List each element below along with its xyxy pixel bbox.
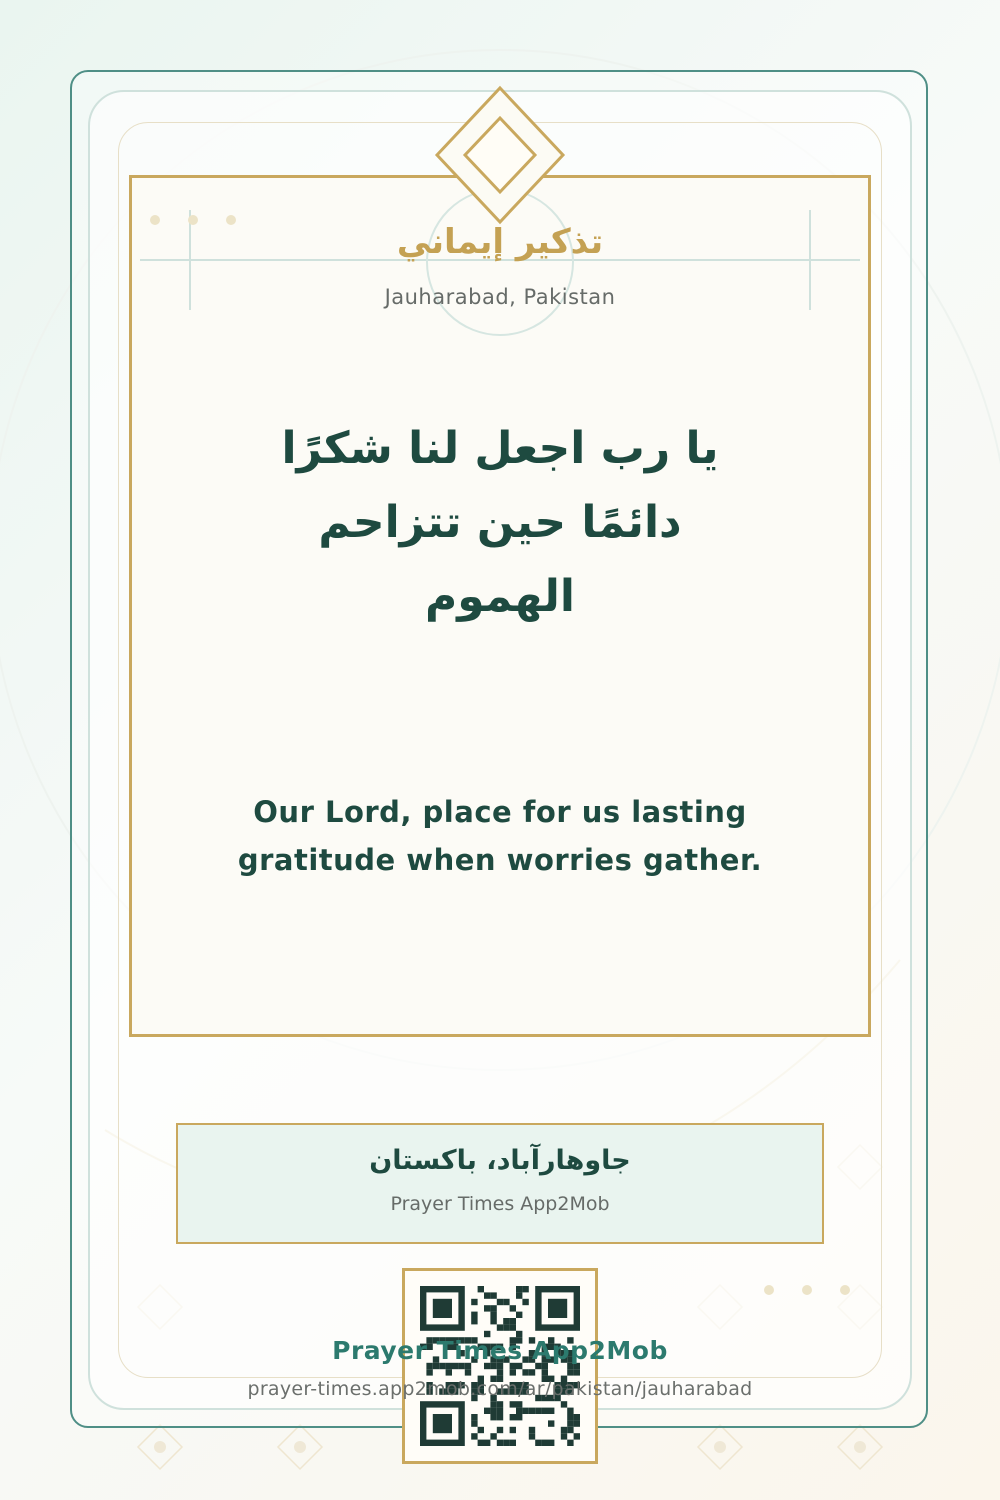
quote-english-line: Our Lord, place for us lasting	[253, 795, 747, 829]
city-name-arabic: جاوهارآباد، باكستان	[369, 1145, 631, 1176]
quote-english-line: gratitude when worries gather.	[237, 843, 763, 877]
footer-url[interactable]: prayer-times.app2mob.com/ar/pakistan/jauharabad	[247, 1378, 753, 1400]
city-panel	[176, 1123, 824, 1244]
quote-arabic-line: الهموم	[425, 571, 575, 622]
quote-arabic-line: دائمًا حين تتزاحم	[318, 497, 682, 548]
city-subtitle: Prayer Times App2Mob	[390, 1193, 610, 1215]
quote-arabic	[230, 412, 770, 634]
qr-code[interactable]	[402, 1268, 598, 1464]
quote-arabic-line: يا رب اجعل لنا شكرًا	[281, 423, 719, 474]
qr-code-icon	[405, 1271, 595, 1461]
location-label: Jauharabad, Pakistan	[384, 285, 616, 309]
quote-english	[200, 788, 800, 884]
footer-brand: Prayer Times App2Mob	[332, 1336, 668, 1365]
page-title: تذكير إيماني	[396, 222, 604, 262]
